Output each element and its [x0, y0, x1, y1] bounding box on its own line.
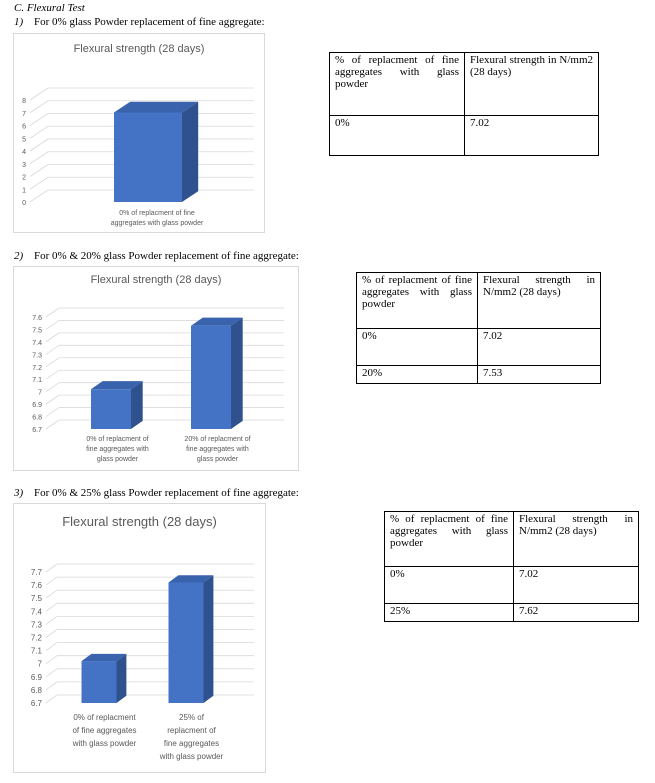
- bar-side: [204, 575, 214, 703]
- y-tick-label: 1: [22, 187, 26, 195]
- category-label: aggregates with glass powder: [110, 220, 204, 227]
- category-label: with glass powder: [72, 739, 137, 748]
- gridline-diagonal: [46, 630, 57, 638]
- gridline-diagonal: [46, 643, 57, 651]
- gridline-diagonal: [46, 370, 59, 379]
- chart-title: Flexural strength (28 days): [62, 514, 217, 529]
- y-tick-label: 7.7: [30, 568, 42, 577]
- gridline-diagonal: [46, 656, 57, 664]
- data-table-3: [384, 511, 639, 622]
- category-label: 20% of replacment of: [184, 436, 251, 443]
- gridline-diagonal: [30, 165, 48, 177]
- chart-3: [13, 503, 266, 773]
- category-label: 0% of replacment of fine: [119, 210, 195, 217]
- category-label: 0% of replacment of: [86, 436, 149, 443]
- table-3-cell: 7.62: [514, 604, 639, 622]
- gridline-diagonal: [46, 383, 59, 392]
- y-tick-label: 7.6: [30, 581, 42, 591]
- bar-side: [131, 381, 143, 429]
- gridline-diagonal: [46, 420, 59, 429]
- category-label: with glass powder: [159, 752, 224, 761]
- gridline-diagonal: [46, 320, 59, 329]
- category-label: glass powder: [96, 456, 139, 463]
- bar: [114, 112, 182, 202]
- y-tick-label: 3: [22, 161, 26, 169]
- gridline-diagonal: [46, 669, 57, 677]
- table-2-header-strength: Flexural strength in N/mm2 (28 days): [478, 273, 601, 329]
- category-label: 0% of replacment: [73, 713, 136, 722]
- y-tick-label: 6.9: [32, 402, 42, 410]
- subsection-2-heading: [14, 250, 299, 262]
- chart-title: Flexural strength (28 days): [73, 43, 205, 55]
- y-tick-label: 7.5: [32, 327, 42, 335]
- bar-side: [231, 318, 243, 429]
- table-3-cell: 25%: [385, 604, 514, 622]
- y-tick-label: 7: [38, 389, 42, 397]
- section-heading: C. Flexural Test: [14, 2, 85, 14]
- bar: [169, 582, 204, 703]
- category-label: 25% of: [179, 713, 204, 722]
- gridline-diagonal: [30, 126, 48, 138]
- bar: [82, 661, 117, 703]
- table-1-cell: 0%: [330, 116, 465, 156]
- subsection-1-heading: [14, 16, 265, 28]
- category-label: fine aggregates with: [86, 446, 149, 453]
- subsection-2-number: 2): [14, 250, 24, 262]
- y-tick-label: 7.2: [30, 633, 42, 643]
- y-tick-label: 8: [22, 98, 26, 105]
- gridline-diagonal: [30, 114, 48, 126]
- y-tick-label: 7.6: [32, 315, 42, 322]
- gridline-diagonal: [30, 139, 48, 151]
- bar-side: [117, 654, 127, 703]
- bar: [91, 389, 131, 429]
- gridline-diagonal: [30, 152, 48, 164]
- y-tick-label: 7.4: [32, 339, 42, 347]
- subsection-2-text: For 0% & 20% glass Powder replacement of fine aggregate:: [34, 250, 299, 262]
- y-tick-label: 6.7: [30, 699, 42, 708]
- y-tick-label: 7: [22, 110, 26, 118]
- y-tick-label: 0: [22, 200, 26, 207]
- gridline-diagonal: [46, 395, 59, 404]
- chart-2-svg: [14, 267, 298, 470]
- data-table-2: [356, 272, 601, 384]
- y-tick-label: 6: [22, 123, 26, 131]
- subsection-1-number: 1): [14, 16, 24, 28]
- y-tick-label: 2: [22, 174, 26, 182]
- gridline-diagonal: [30, 88, 48, 100]
- y-tick-label: 7.1: [30, 646, 42, 656]
- y-tick-label: 7.3: [30, 620, 42, 630]
- subsection-3-number: 3): [14, 487, 24, 499]
- subsection-3-text: For 0% & 25% glass Powder replacement of fine aggregate:: [34, 487, 299, 499]
- subsection-3-heading: [14, 487, 299, 499]
- table-1-header-replacement: % of replacment of fine aggregates with glass powder: [330, 53, 465, 116]
- table-2-cell: 20%: [357, 366, 478, 384]
- gridline-diagonal: [46, 603, 57, 611]
- y-tick-label: 6.8: [32, 414, 42, 422]
- y-tick-label: 7.3: [32, 352, 42, 360]
- gridline-diagonal: [46, 695, 57, 703]
- table-3-cell: 0%: [385, 567, 514, 604]
- gridline-diagonal: [46, 682, 57, 690]
- chart-1-svg: [14, 34, 264, 232]
- table-3-header-replacement: % of replacment of fine aggregates with glass powder: [385, 512, 514, 567]
- table-3-cell: 7.02: [514, 567, 639, 604]
- chart-2: [13, 266, 299, 471]
- chart-1: [13, 33, 265, 233]
- y-tick-label: 7.4: [30, 607, 42, 617]
- gridline-diagonal: [46, 308, 59, 317]
- category-label: fine aggregates with: [186, 446, 249, 453]
- y-tick-label: 7.5: [30, 594, 42, 604]
- table-2-cell: 7.53: [478, 366, 601, 384]
- y-tick-label: 6.8: [30, 685, 42, 695]
- gridline-diagonal: [46, 333, 59, 342]
- table-3-header-strength: Flexural strength in N/mm2 (28 days): [514, 512, 639, 567]
- gridline-diagonal: [46, 358, 59, 367]
- bar: [191, 326, 231, 429]
- gridline-diagonal: [46, 345, 59, 354]
- gridline-diagonal: [46, 564, 57, 572]
- gridline-diagonal: [46, 577, 57, 585]
- subsection-1-text: For 0% glass Powder replacement of fine aggregate:: [34, 16, 265, 28]
- table-2-header-replacement: % of replacment of fine aggregates with glass powder: [357, 273, 478, 329]
- gridline-diagonal: [30, 190, 48, 202]
- y-tick-label: 6.7: [32, 427, 42, 434]
- category-label: glass powder: [196, 456, 239, 463]
- chart-title: Flexural strength (28 days): [90, 274, 222, 286]
- gridline-diagonal: [30, 177, 48, 189]
- y-tick-label: 6.9: [30, 672, 42, 682]
- table-2-cell: 0%: [357, 329, 478, 366]
- category-label: of fine aggregates: [72, 726, 137, 735]
- gridline-diagonal: [46, 616, 57, 624]
- y-tick-label: 7: [37, 659, 42, 669]
- category-label: replacment of: [167, 726, 216, 735]
- gridline-diagonal: [46, 408, 59, 417]
- gridline-diagonal: [46, 590, 57, 598]
- data-table-1: [329, 52, 599, 156]
- category-label: fine aggregates: [163, 739, 220, 748]
- y-tick-label: 5: [22, 136, 26, 144]
- table-2-cell: 7.02: [478, 329, 601, 366]
- y-tick-label: 4: [22, 149, 26, 156]
- bar-side: [182, 102, 198, 202]
- table-1-header-strength: Flexural strength in N/mm2 (28 days): [465, 53, 599, 116]
- table-1-cell: 7.02: [465, 116, 599, 156]
- chart-3-svg: [14, 504, 265, 772]
- y-tick-label: 7.2: [32, 364, 42, 372]
- y-tick-label: 7.1: [32, 377, 42, 385]
- gridline-diagonal: [30, 101, 48, 113]
